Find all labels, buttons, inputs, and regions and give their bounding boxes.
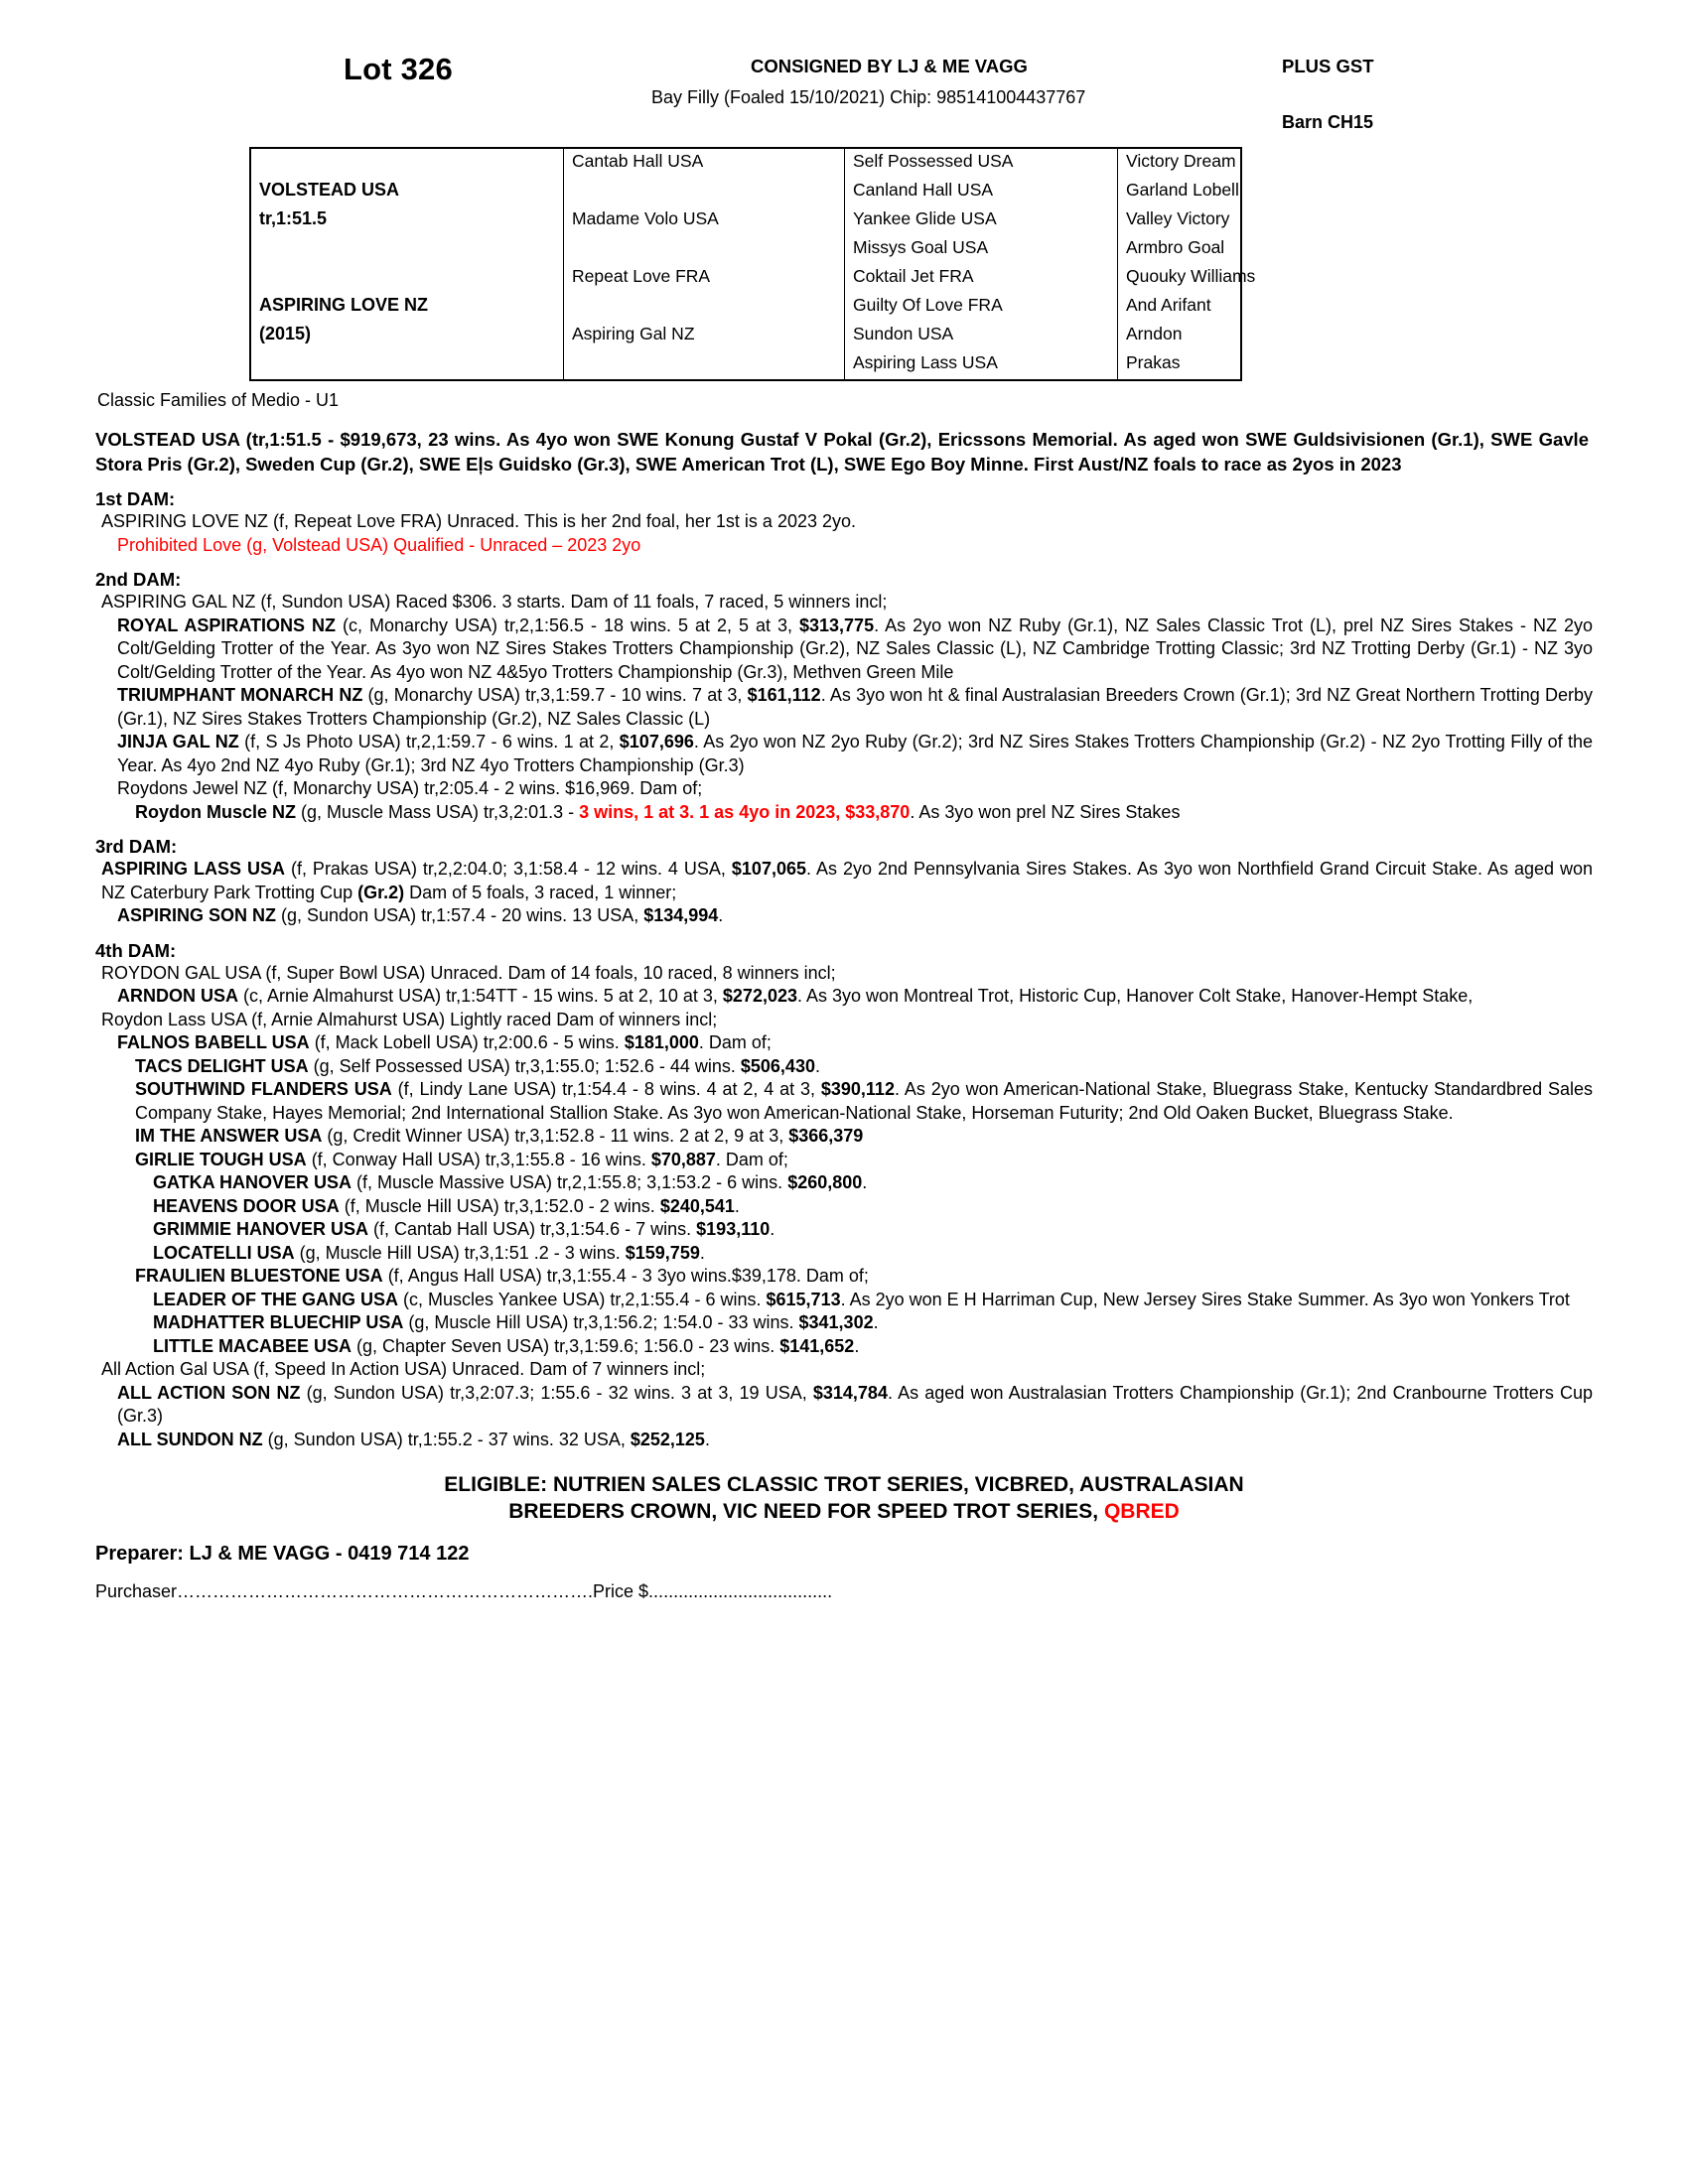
progeny-earnings: $506,430 [740, 1055, 815, 1076]
lot-number: Lot 326 [344, 52, 453, 86]
progeny-earnings: $161,112 [747, 685, 821, 705]
progeny-earnings: $252,125 [630, 1429, 705, 1449]
third-dam-heading: 3rd DAM: [95, 836, 178, 857]
progeny-name: ASPIRING SON NZ [117, 905, 277, 925]
pedigree-cell: Quouky Williams [1126, 266, 1256, 286]
progeny-name: LEADER OF THE GANG USA [153, 1289, 399, 1309]
progeny-name: JINJA GAL NZ [117, 732, 239, 751]
progeny-earnings: $366,379 [788, 1126, 864, 1146]
progeny-detail: (c, Arnie Almahurst USA) tr,1:54TT - 15 wins. 5 at 2, 10 at 3, [238, 986, 723, 1006]
progeny-tail: . [862, 1172, 868, 1192]
pedigree-cell: Aspiring Lass USA [845, 350, 1118, 379]
progeny-detail: (c, Muscles Yankee USA) tr,2,1:55.4 - 6 wins. [398, 1289, 767, 1309]
pedigree-cell: Canland Hall USA [845, 178, 1118, 206]
sire-name: VOLSTEAD USA [251, 178, 564, 206]
progeny-entry [153, 1311, 1593, 1335]
progeny-detail: (g, Self Possessed USA) tr,3,1:55.0; 1:52.6 - 44 wins. [308, 1055, 741, 1076]
progeny-earnings: $272,023 [722, 986, 797, 1006]
progeny-earnings: $193,110 [696, 1219, 771, 1239]
progeny-name: ALL ACTION SON NZ [117, 1382, 301, 1403]
pedigree-cell: Armbro Goal [1126, 237, 1225, 257]
progeny-entry [117, 985, 1593, 1009]
pedigree-cell: Sundon USA [845, 322, 1118, 350]
pedigree-cell [251, 235, 564, 264]
progeny-detail: (c, Monarchy USA) tr,2,1:56.5 - 18 wins. 5 at 2, 5 at 3, [336, 614, 799, 635]
progeny-entry [153, 1335, 1593, 1359]
dam-year: (2015) [251, 322, 564, 350]
first-dam-line: ASPIRING LOVE NZ (f, Repeat Love FRA) Unraced. This is her 2nd foal, her 1st is a 2023 2yo. [101, 511, 857, 531]
progeny-name: FRAULIEN BLUESTONE USA [135, 1266, 383, 1286]
progeny-tail: . Dam of; [715, 1149, 788, 1169]
pedigree-cell: Missys Goal USA [845, 235, 1118, 264]
progeny-detail: (g, Sundon USA) tr,1:57.4 - 20 wins. 13 USA, [276, 905, 644, 925]
third-dam-name: ASPIRING LASS USA [101, 859, 285, 879]
progeny-detail: (g, Muscle Hill USA) tr,3,1:56.2; 1:54.0 - 33 wins. [403, 1312, 799, 1332]
purchaser-line: Purchaser…………………………………………………………….Price $..................................... [95, 1581, 833, 1601]
progeny-entry-plain: Roydon Lass USA (f, Arnie Almahurst USA) Lightly raced Dam of winners incl; [101, 1009, 718, 1029]
qbred-tag: QBRED [1103, 1500, 1180, 1523]
progeny-detail: (f, Conway Hall USA) tr,3,1:55.8 - 16 wins. [306, 1149, 651, 1169]
second-dam-line: ASPIRING GAL NZ (f, Sundon USA) Raced $306. 3 starts. Dam of 11 foals, 7 raced, 5 winners incl; [101, 592, 888, 612]
pedigree-cell [564, 350, 845, 379]
progeny-name: ALL SUNDON NZ [117, 1429, 263, 1449]
progeny-earnings: $390,112 [820, 1079, 895, 1099]
progeny-name: SOUTHWIND FLANDERS USA [135, 1079, 392, 1099]
fourth-dam-heading: 4th DAM: [95, 939, 177, 961]
progeny-earnings: $159,759 [625, 1242, 700, 1263]
pedigree-cell: Arndon [1126, 324, 1183, 343]
pedigree-cell: Garland Lobell [1126, 180, 1239, 200]
preparer-line: Preparer: LJ & ME VAGG - 0419 714 122 [95, 1543, 470, 1565]
progeny-detail: (g, Monarchy USA) tr,3,1:59.7 - 10 wins. 7 at 3, [362, 685, 748, 705]
progeny-tail: . Dam of; [698, 1032, 772, 1052]
eligible-line-2: BREEDERS CROWN, VIC NEED FOR SPEED TROT SERIES, [508, 1500, 1104, 1523]
progeny-entry [153, 1242, 1593, 1266]
progeny-name: GATKA HANOVER USA [153, 1172, 352, 1192]
plus-gst-label: PLUS GST [1282, 56, 1374, 76]
progeny-detail: (g, Sundon USA) tr,1:55.2 - 37 wins. 32 USA, [262, 1429, 631, 1449]
progeny-name: ROYAL ASPIRATIONS NZ [117, 614, 336, 635]
progeny-detail: (f, Angus Hall USA) tr,3,1:55.4 - 3 3yo wins.$39,178. Dam of; [382, 1266, 869, 1286]
progeny-entry [135, 801, 1593, 825]
progeny-earnings: $314,784 [812, 1382, 888, 1403]
eligible-line-2-wrap [105, 1498, 1583, 1525]
progeny-entry [135, 1055, 1593, 1079]
progeny-name: GIRLIE TOUGH USA [135, 1149, 307, 1169]
progeny-tail: . [699, 1242, 705, 1263]
progeny-tail: . As 2yo won American-National Stake, Bluegrass Stake, Kentucky Standardbred Sales Company Stake, Hayes Memorial; 2nd International Stallion Stake. As 3yo won American-National Stake, Horseman Futurity; 2nd Old Oaken Bucket, Bluegrass Stake. [135, 1079, 1593, 1123]
progeny-tail: . As 3yo won Montreal Trot, Historic Cup, Hanover Colt Stake, Hanover-Hempt Stake, [796, 986, 1474, 1006]
progeny-name: GRIMMIE HANOVER USA [153, 1219, 369, 1239]
second-dam-heading: 2nd DAM: [95, 569, 182, 590]
progeny-red-note: 3 wins, 1 at 3. 1 as 4yo in 2023, $33,870 [579, 801, 911, 822]
classic-families-line: Classic Families of Medio - U1 [97, 390, 340, 410]
pedigree-cell: Valley Victory [1126, 208, 1230, 228]
first-dam-foal-red: Prohibited Love (g, Volstead USA) Qualified - Unraced – 2023 2yo [117, 534, 641, 555]
progeny-detail: (f, S Js Photo USA) tr,2,1:59.7 - 6 wins. 1 at 2, [238, 732, 620, 751]
progeny-earnings: $107,696 [619, 732, 694, 751]
progeny-earnings: $260,800 [787, 1172, 863, 1192]
progeny-name: TRIUMPHANT MONARCH NZ [117, 685, 363, 705]
progeny-tail: . As 3yo won prel NZ Sires Stakes [910, 801, 1181, 822]
third-dam-earnings: $107,065 [731, 859, 806, 879]
pedigree-cell: Victory Dream [1126, 151, 1236, 171]
progeny-name: IM THE ANSWER USA [135, 1126, 323, 1146]
progeny-detail: (f, Mack Lobell USA) tr,2:00.6 - 5 wins. [309, 1032, 625, 1052]
barn-label: Barn CH15 [1282, 112, 1374, 132]
progeny-tail: . As 2yo won NZ Ruby (Gr.1), NZ Sales Classic Trot (L), prel NZ Sires Stakes - NZ 2yo Colt/Gelding Trotter of the Year. As 3yo won NZ Sires Stakes Trotters Championship (Gr.2), NZ Sales Classic (L), NZ Cambridge Trotting Classic; 3rd NZ Trotting Derby (Gr.1) - NZ 3yo Colt/Gelding Trotter of the Year. As 4yo won NZ 4&5yo Trotters Championship (Gr.3), Methven Green Mile [117, 614, 1593, 682]
dam-name: ASPIRING LOVE NZ [251, 293, 564, 322]
third-dam-tail: . As 2yo 2nd Pennsylvania Sires Stakes. As 3yo won Northfield Grand Circuit Stake. As aged won NZ Caterbury Park Trotting Cup [101, 859, 1593, 902]
progeny-entry [117, 684, 1593, 731]
progeny-name: HEAVENS DOOR USA [153, 1195, 340, 1216]
pedigree-cell: Self Possessed USA [845, 149, 1118, 178]
progeny-earnings: $313,775 [799, 614, 875, 635]
pedigree-cell: And Arifant [1126, 295, 1211, 315]
progeny-detail: (f, Muscle Hill USA) tr,3,1:52.0 - 2 wins. [339, 1195, 660, 1216]
progeny-tail: . [854, 1335, 860, 1356]
pedigree-cell [251, 264, 564, 293]
progeny-entry [135, 1125, 1593, 1149]
fourth-dam-line: ROYDON GAL USA (f, Super Bowl USA) Unraced. Dam of 14 foals, 10 raced, 8 winners incl; [101, 962, 836, 983]
page-header [95, 44, 1593, 133]
pedigree-cell [564, 178, 845, 206]
progeny-entry-plain: Roydons Jewel NZ (f, Monarchy USA) tr,2:05.4 - 2 wins. $16,969. Dam of; [117, 778, 703, 798]
progeny-name: LITTLE MACABEE USA [153, 1335, 352, 1356]
progeny-earnings: $240,541 [659, 1195, 735, 1216]
progeny-tail: . As aged won Australasian Trotters Championship (Gr.1); 2nd Cranbourne Trotters Cup (Gr.3) [117, 1382, 1593, 1426]
pedigree-cell: Aspiring Gal NZ [564, 322, 845, 350]
pedigree-cell: Yankee Glide USA [845, 206, 1118, 235]
progeny-detail: (f, Lindy Lane USA) tr,1:54.4 - 8 wins. 4 at 2, 4 at 3, [391, 1079, 821, 1099]
progeny-entry [117, 731, 1593, 777]
progeny-earnings: $181,000 [624, 1032, 699, 1052]
pedigree-cell: Repeat Love FRA [564, 264, 845, 293]
eligible-block [95, 1471, 1593, 1525]
progeny-name: ARNDON USA [117, 986, 239, 1006]
progeny-entry [117, 904, 1593, 928]
pedigree-cell: Guilty Of Love FRA [845, 293, 1118, 322]
progeny-name: FALNOS BABELL USA [117, 1032, 310, 1052]
consignor-line: CONSIGNED BY LJ & ME VAGG [751, 56, 1028, 76]
progeny-tail: . As 2yo won NZ 2yo Ruby (Gr.2); 3rd NZ Sires Stakes Trotters Championship (Gr.2) - NZ 2yo Trotting Filly of the Year. As 4yo 2nd NZ 4yo Ruby (Gr.1); 3rd NZ 4yo Trotters Championship (Gr.3) [117, 732, 1593, 775]
pedigree-sire-cell [251, 149, 564, 178]
progeny-earnings: $134,994 [643, 905, 719, 925]
progeny-tail: . [704, 1429, 710, 1449]
progeny-entry [135, 1078, 1593, 1125]
progeny-entry [117, 1429, 1593, 1452]
progeny-entry [135, 1149, 1593, 1172]
pedigree-cell [564, 293, 845, 322]
progeny-tail: . [770, 1219, 775, 1239]
progeny-entry [153, 1171, 1593, 1195]
pedigree-cell [251, 350, 564, 379]
pedigree-cell: Cantab Hall USA [564, 149, 845, 178]
progeny-tail: . [718, 905, 724, 925]
progeny-detail: (g, Muscle Mass USA) tr,3,2:01.3 - [296, 801, 580, 822]
third-dam-grade: (Gr.2) [357, 882, 405, 902]
horse-description: Bay Filly (Foaled 15/10/2021) Chip: 985141004437767 [651, 87, 1086, 107]
progeny-detail: (g, Credit Winner USA) tr,3,1:52.8 - 11 wins. 2 at 2, 9 at 3, [322, 1126, 789, 1146]
third-dam-tail2: Dam of 5 foals, 3 raced, 1 winner; [404, 882, 677, 902]
pedigree-cell: Madame Volo USA [564, 206, 845, 235]
progeny-detail: (g, Muscle Hill USA) tr,3,1:51 .2 - 3 wins. [294, 1242, 626, 1263]
sire-record: tr,1:51.5 [251, 206, 564, 235]
progeny-entry [153, 1289, 1593, 1312]
progeny-tail: . [873, 1312, 879, 1332]
progeny-name: TACS DELIGHT USA [135, 1055, 309, 1076]
progeny-name: MADHATTER BLUECHIP USA [153, 1312, 404, 1332]
progeny-earnings: $70,887 [650, 1149, 716, 1169]
pedigree-cell [564, 235, 845, 264]
progeny-entry-plain: All Action Gal USA (f, Speed In Action USA) Unraced. Dam of 7 winners incl; [101, 1359, 706, 1379]
progeny-detail: (f, Muscle Massive USA) tr,2,1:55.8; 3,1:53.2 - 6 wins. [352, 1172, 788, 1192]
progeny-tail: . [814, 1055, 820, 1076]
first-dam-heading: 1st DAM: [95, 488, 176, 509]
progeny-entry [117, 614, 1593, 685]
progeny-entry [117, 1031, 1593, 1055]
pedigree-cell: Prakas [1126, 352, 1181, 372]
progeny-entry [153, 1218, 1593, 1242]
progeny-entry [153, 1195, 1593, 1219]
progeny-detail: (g, Chapter Seven USA) tr,3,1:59.6; 1:56.0 - 23 wins. [352, 1335, 780, 1356]
pedigree-table [249, 147, 1256, 381]
progeny-earnings: $141,652 [779, 1335, 855, 1356]
progeny-entry [117, 1382, 1593, 1429]
progeny-tail: . [734, 1195, 740, 1216]
progeny-tail: . As 2yo won E H Harriman Cup, New Jersey Sires Stake Summer. As 3yo won Yonkers Trot [840, 1289, 1570, 1309]
third-dam-line [101, 858, 1593, 904]
progeny-name: Roydon Muscle NZ [135, 801, 297, 822]
pedigree-cell: Coktail Jet FRA [845, 264, 1118, 293]
sire-paragraph: VOLSTEAD USA (tr,1:51.5 - $919,673, 23 wins. As 4yo won SWE Konung Gustaf V Pokal (Gr.2), Ericssons Memorial. As aged won SWE Guldsivisionen (Gr.1), SWE Gavle Stora Pris (Gr.2), Sweden Cup (Gr.2), SWE Eļs Guidsko (Gr.3), SWE American Trot (L), SWE Ego Boy Minne. First Aust/NZ foals to race as 2yos in 2023 [95, 429, 1589, 475]
eligible-line-1: ELIGIBLE: NUTRIEN SALES CLASSIC TROT SERIES, VICBRED, AUSTRALASIAN [444, 1473, 1244, 1496]
progeny-name: LOCATELLI USA [153, 1242, 295, 1263]
progeny-earnings: $615,713 [766, 1289, 841, 1309]
progeny-detail: (g, Sundon USA) tr,3,2:07.3; 1:55.6 - 32 wins. 3 at 3, 19 USA, [300, 1382, 813, 1403]
third-dam-detail: (f, Prakas USA) tr,2,2:04.0; 3,1:58.4 - 12 wins. 4 USA, [284, 859, 732, 879]
progeny-detail: (f, Cantab Hall USA) tr,3,1:54.6 - 7 wins. [368, 1219, 697, 1239]
progeny-earnings: $341,302 [798, 1312, 874, 1332]
progeny-entry [135, 1265, 1593, 1289]
progeny-tail: . As 3yo won ht & final Australasian Breeders Crown (Gr.1); 3rd NZ Great Northern Trotting Derby (Gr.1), NZ Sires Stakes Trotters Championship (Gr.2), NZ Sales Classic (L) [117, 685, 1594, 729]
